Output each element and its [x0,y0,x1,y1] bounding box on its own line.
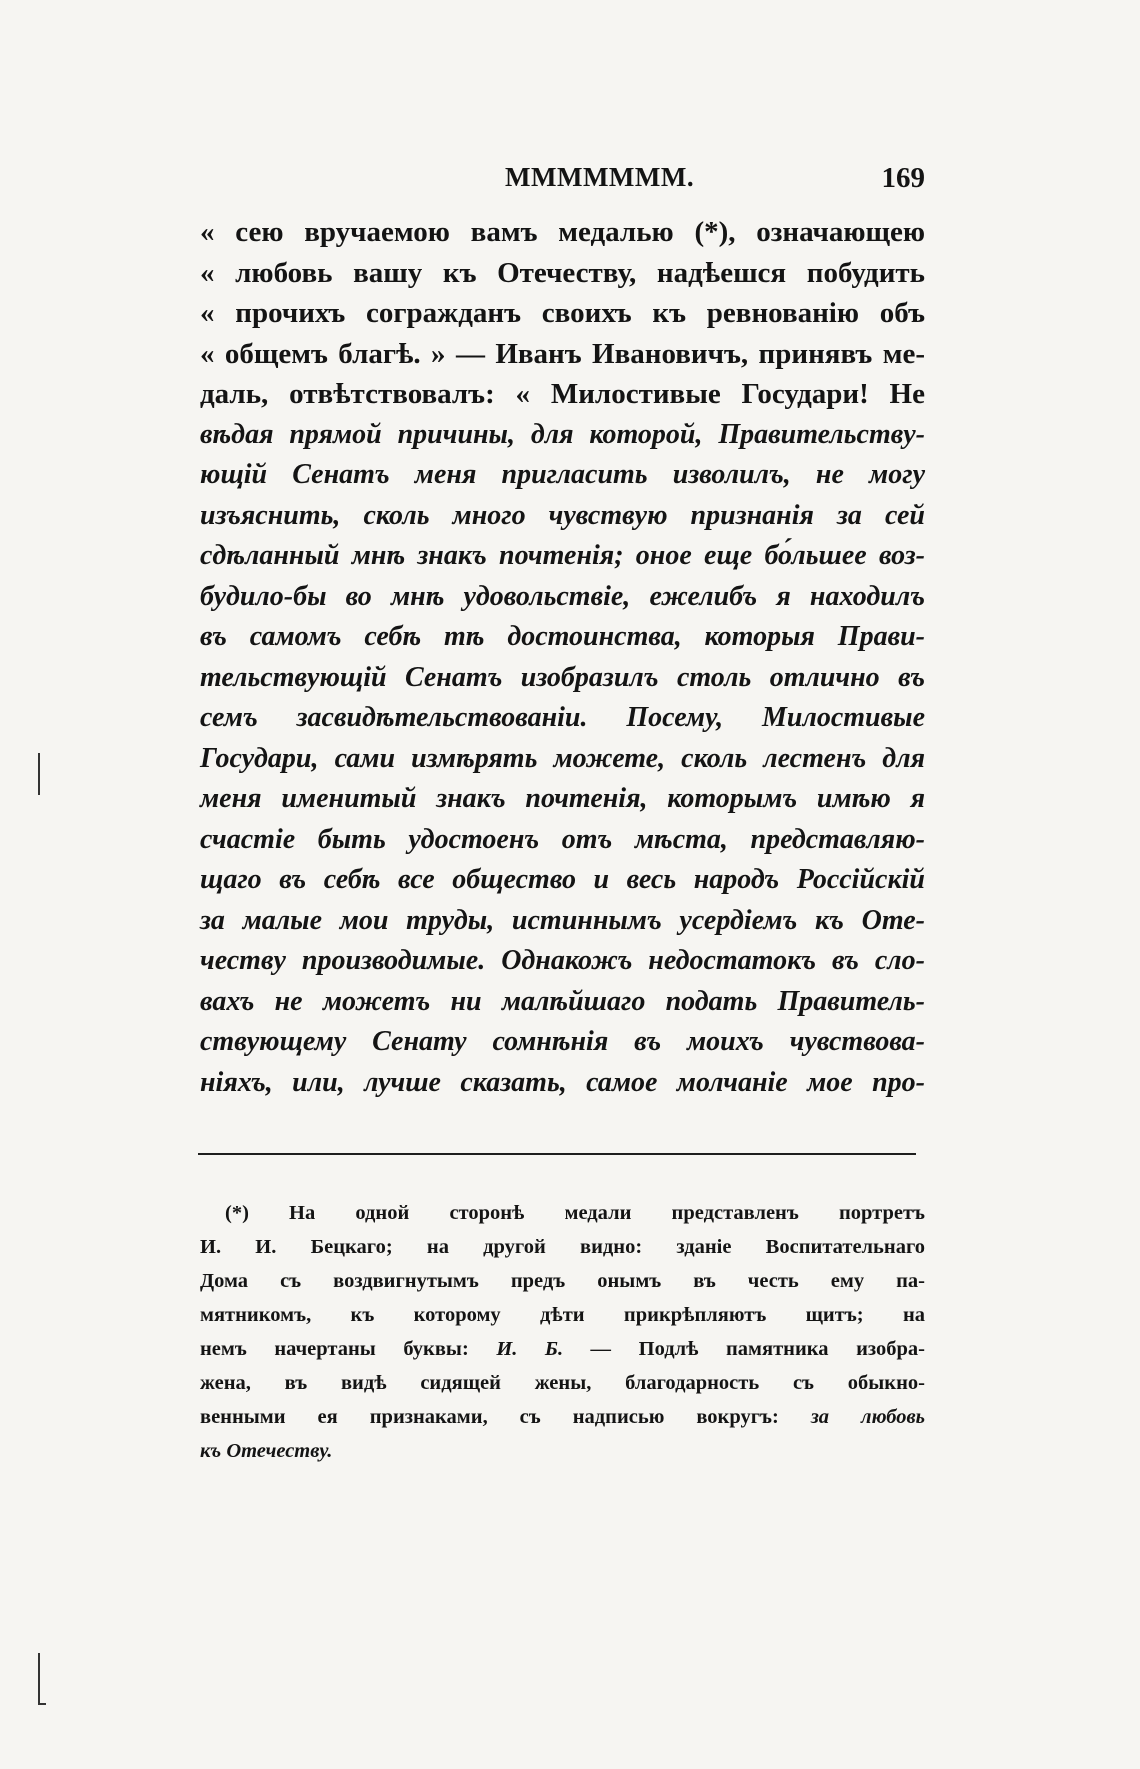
text-line: « общемъ благѣ. » — Иванъ Ивановичъ, принявъ ме- [200,337,925,370]
text-line: даль, отвѣтствовалъ: « Милостивые Государи! Не [200,378,925,410]
footnote-legend-end: къ Отечеству. [200,1440,333,1462]
text-line: Государи, сами измѣрять можете, сколь лестенъ для [200,742,925,774]
margin-mark-left-upper [38,753,40,795]
footnote-line-mixed [200,1400,925,1434]
text-line: вахъ не можетъ ни малѣйшаго подать Правитель- [200,985,925,1017]
text-line: въ самомъ себѣ тѣ достоинства, которыя Прави- [200,621,925,652]
text-line: ющій Сенатъ меня пригласить изволилъ, не могу [200,459,925,490]
footnote-text: Подлѣ памятника изобра- [638,1338,926,1360]
text-line: меня именитый знакъ почтенія, которымъ имѣю я [200,783,925,814]
footnote-text: немъ начертаны буквы: [200,1338,469,1360]
text-line: будило-бы во мнѣ удовольствіе, ежелибъ я находилъ [200,580,925,612]
footnote-line-mixed [200,1332,925,1366]
footnote-line: И. И. Бецкаго; на другой видно: зданіе Воспитательнаго [200,1236,925,1258]
text-line: семъ засвидѣтельствованіи. Посему, Милостивые [200,702,925,733]
text-line: вѣдая прямой причины, для которой, Правительству- [200,418,925,450]
footnote-rule [198,1153,916,1155]
margin-mark-left-foot [38,1703,46,1705]
footnote-line: Дома съ воздвигнутымъ предъ онымъ въ честь ему па- [200,1270,925,1292]
text-line: тельствующій Сенатъ изобразилъ столь отлично въ [200,661,925,693]
margin-mark-left-lower [38,1653,40,1705]
text-line: за малые мои труды, истиннымъ усердіемъ къ Оте- [200,904,925,936]
text-line: « любовь вашу къ Отечеству, надѣешся побудить [200,256,925,289]
main-text [200,212,925,1103]
footnote-text: венными ея признаками, съ надписью вокругъ: [200,1406,779,1428]
text-line: щаго въ себѣ все общество и весь народъ Россійскій [200,864,925,895]
footnote [200,1196,925,1468]
page-header [200,162,925,202]
running-head: ΜΜΜΜΜΜΜ. [505,162,695,192]
text-line: честву производимые. Однакожъ недостатокъ въ сло- [200,945,925,976]
page-number: 169 [881,162,925,194]
footnote-line: мятникомъ, къ которому дѣти прикрѣпляютъ щитъ; на [200,1304,925,1326]
footnote-legend: за любовь [810,1406,925,1428]
footnote-line: (*) На одной сторонѣ медали представленъ портретъ [225,1202,925,1224]
footnote-letters: И. Б. — [496,1338,612,1360]
text-line: ніяхъ, или, лучше сказать, самое молчаніе мое про- [200,1066,925,1098]
text-line: ствующему Сенату сомнѣнія въ моихъ чувствова- [200,1026,925,1057]
text-line: изъяснить, сколь много чувствую признанія за сей [200,499,925,531]
text-line: сдѣланный мнѣ знакъ почтенія; оное еще бо́льшее воз- [200,540,925,571]
text-line: « прочихъ согражданъ своихъ къ ревнованію объ [200,297,925,329]
footnote-line: жена, въ видѣ сидящей жены, благодарность съ обыкно- [200,1372,925,1394]
text-line: счастіе быть удостоенъ отъ мѣста, представляю- [200,823,925,855]
text-line: « сею вручаемою вамъ медалью (*), означающею [200,216,925,248]
